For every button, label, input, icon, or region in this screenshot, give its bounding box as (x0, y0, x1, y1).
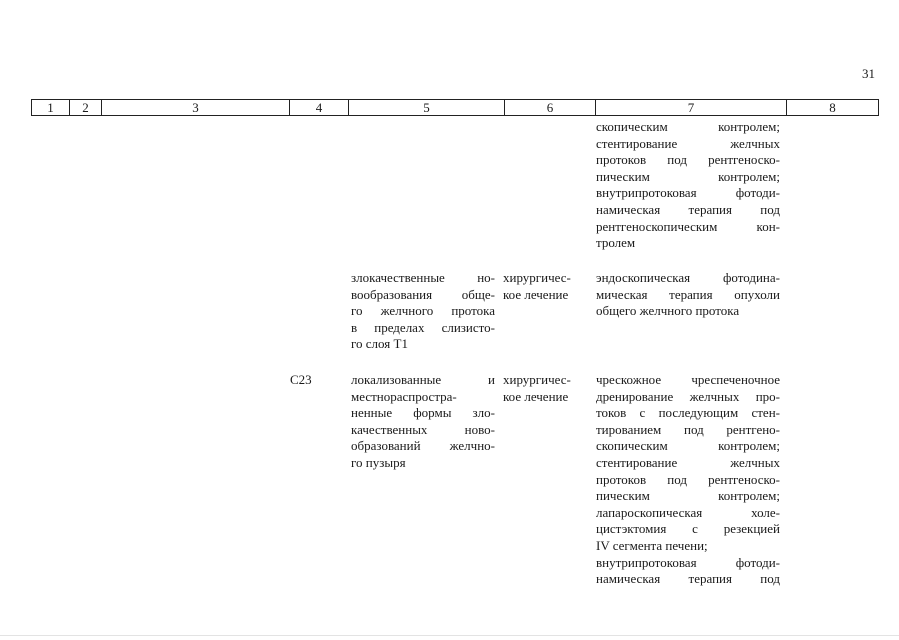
block2-col7-methods: эндоскопическая фотодина- мическая терапия опухоли общего желчного протока (596, 270, 780, 319)
table-header-row (31, 99, 879, 116)
header-cell-1: 1 (47, 100, 54, 115)
header-cell-5: 5 (348, 100, 504, 115)
header-cell-4: 4 (289, 100, 348, 115)
header-cell-6: 6 (504, 100, 595, 115)
header-cell-7: 7 (595, 100, 786, 115)
header-cell-2: 2 (69, 100, 101, 115)
block2-col5-diagnosis: злокачественные но- вообразования обще- го желчного протока в пределах слизисто- го слоя T1 (351, 270, 495, 352)
page-number: 31 (862, 66, 875, 81)
scan-edge-divider (0, 635, 899, 636)
header-cell-8: 8 (786, 100, 878, 115)
block3-col4-code: C23 (290, 372, 312, 387)
block3-col7-methods: чрескожное чреспеченочное дренирование желчных про- токов с последующим стен- тированием под рентгено- скопическим контролем; стентирование желчных протоков под рентгеноско- пическим контролем; лапароскопическая холе- цистэктомия с резекцией IV сегмента печени; внутрипротоковая фотоди- намическая терапия под (596, 372, 780, 587)
block3-col5-diagnosis: локализованные и местнораспростра- ненные формы зло- качественных ново- образований желчно- го пузыря (351, 372, 495, 470)
block1-col7-methods: скопическим контролем; стентирование желчных протоков под рентгеноско- пическим контролем; внутрипротоковая фотоди- намическая терапия под рентгеноскопическим кон- тролем (596, 119, 780, 251)
block3-col6-treatment-type: хирургичес- кое лечение (503, 372, 571, 404)
block2-col6-treatment-type: хирургичес- кое лечение (503, 270, 571, 302)
header-cell-3: 3 (101, 100, 289, 115)
